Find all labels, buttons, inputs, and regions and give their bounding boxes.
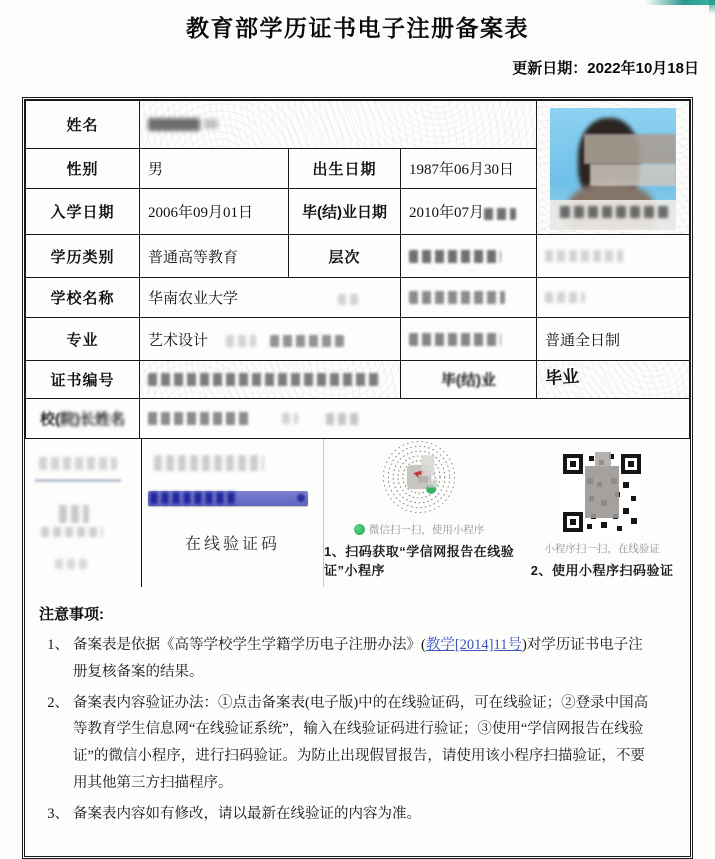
regulation-link[interactable]: 教学[2014]11号 bbox=[425, 637, 522, 653]
verification-stamp-column bbox=[25, 439, 142, 587]
note-item-2 bbox=[39, 690, 676, 797]
enroll-date-value: 2006年09月01日 bbox=[140, 189, 289, 235]
qr1-caption: 1、扫码获取“学信网报告在线验证”小程序 bbox=[324, 544, 515, 578]
table-row bbox=[26, 278, 690, 318]
study-form-value: 普通全日制 bbox=[537, 318, 690, 361]
major-value: 艺术设计 bbox=[140, 318, 401, 361]
redacted-text bbox=[409, 291, 505, 304]
gender-value: 男 bbox=[140, 148, 289, 189]
redacted-stamp-text bbox=[55, 559, 91, 569]
photo-stamp-blur bbox=[560, 206, 668, 218]
note-item-1 bbox=[39, 632, 676, 686]
wechat-scan-hint: 微信扫一扫，使用小程序 bbox=[354, 522, 485, 537]
redacted-faint-text bbox=[282, 413, 298, 424]
photo-redaction-bar bbox=[590, 164, 676, 186]
redacted-faint-text bbox=[326, 413, 360, 425]
major-row-redacted bbox=[401, 318, 537, 361]
school-row-redacted bbox=[401, 278, 537, 318]
table-row bbox=[26, 399, 690, 439]
online-code-label: 在线验证码 bbox=[184, 536, 280, 553]
right-cell-redacted bbox=[537, 235, 690, 278]
redacted-date-part bbox=[484, 208, 516, 220]
online-code-column bbox=[142, 439, 324, 587]
note-number: 3、 bbox=[47, 805, 69, 822]
page-title: 教育部学历证书电子注册备案表 bbox=[186, 15, 529, 41]
notes-section bbox=[25, 587, 690, 828]
redacted-code-text bbox=[150, 492, 236, 504]
table-row bbox=[26, 101, 690, 149]
wechat-icon bbox=[354, 524, 365, 535]
redacted-faint-text bbox=[545, 250, 623, 262]
qr2-caption: 2、使用小程序扫码验证 bbox=[530, 563, 674, 578]
corner-teal-strip bbox=[645, 0, 715, 5]
president-value-redacted bbox=[140, 399, 690, 439]
table-row bbox=[26, 361, 690, 399]
note-item-3 bbox=[39, 801, 676, 828]
photo-redaction-bar bbox=[584, 134, 676, 164]
graduate-date-value: 2010年07月 bbox=[401, 189, 537, 235]
enroll-date-label: 入学日期 bbox=[26, 189, 140, 235]
stamp-underline bbox=[35, 479, 121, 482]
update-date: 更新日期：2022年10月18日 bbox=[512, 60, 699, 77]
code-bar-dot bbox=[297, 494, 305, 502]
name-value-redacted bbox=[140, 101, 537, 149]
category-value: 普通高等教育 bbox=[140, 235, 289, 278]
wechat-miniprogram-qr-icon bbox=[372, 439, 466, 515]
gender-label: 性别 bbox=[26, 148, 140, 189]
grad-status-value: 毕业 bbox=[537, 361, 690, 399]
cert-no-label: 证书编号 bbox=[26, 361, 140, 399]
redacted-cert-no bbox=[148, 373, 380, 386]
table-row bbox=[26, 235, 690, 278]
redacted-faint-text bbox=[338, 294, 360, 305]
note-number: 2、 bbox=[47, 694, 69, 711]
school-name-label: 学校名称 bbox=[26, 278, 140, 318]
registration-info-table bbox=[25, 100, 690, 439]
qr-codes-area bbox=[324, 439, 690, 587]
miniprogram-qr-block bbox=[514, 439, 690, 587]
level-label: 层次 bbox=[289, 235, 401, 278]
redacted-text bbox=[148, 412, 252, 425]
notes-heading: 注意事项: bbox=[39, 606, 104, 623]
birth-date-label: 出生日期 bbox=[289, 148, 401, 189]
note-text: 备案表内容如有修改，请以最新在线验证的内容为准。 bbox=[73, 805, 421, 822]
id-photo-cell bbox=[537, 101, 690, 235]
redacted-stamp-text bbox=[59, 505, 89, 523]
name-label: 姓名 bbox=[26, 101, 140, 149]
document-frame bbox=[22, 97, 693, 859]
redacted-faint-text bbox=[545, 292, 585, 303]
president-label: 校(院)长姓名 bbox=[26, 399, 140, 439]
cert-no-value-redacted bbox=[140, 361, 401, 399]
major-label: 专业 bbox=[26, 318, 140, 361]
right-cell-redacted bbox=[537, 278, 690, 318]
wechat-qr-block bbox=[324, 439, 514, 587]
redacted-handwriting bbox=[154, 455, 264, 471]
level-value-redacted bbox=[401, 235, 537, 278]
school-name-value: 华南农业大学 bbox=[140, 278, 401, 318]
note-number: 1、 bbox=[47, 637, 69, 653]
note-text: 备案表内容验证办法：①点击备案表(电子版)中的在线验证码，可在线验证；②登录中国高等教育学生信息网“在线验证系统”，输入在线验证码进行验证；③使用“学信网报告在线验证”的微信小程序，进行扫码验证。为防止出现假冒报告，请使用该小程序扫描验证，不要用其他第三方扫描程序。 bbox=[73, 694, 649, 792]
graduate-date-label: 毕(结)业日期 bbox=[289, 189, 401, 235]
corner-teal-strip-edge bbox=[709, 0, 715, 14]
birth-date-value: 1987年06月30日 bbox=[401, 148, 537, 189]
redacted-stamp-text bbox=[41, 527, 103, 537]
redacted-text bbox=[270, 335, 344, 347]
note-text: 备案表是依据《高等学校学生学籍学历电子注册办法》(教学[2014]11号)对学历证书电子注册复核备案的结果。 bbox=[73, 637, 643, 680]
redacted-name bbox=[148, 118, 200, 131]
redacted-name-tail bbox=[204, 119, 218, 129]
redacted-stamp-text bbox=[39, 457, 117, 470]
qr-code-icon bbox=[561, 452, 643, 534]
verification-section bbox=[25, 439, 690, 587]
table-row bbox=[26, 318, 690, 361]
redacted-text bbox=[409, 333, 501, 346]
redacted-faint-text bbox=[226, 335, 256, 347]
online-verification-code-bar[interactable] bbox=[148, 491, 308, 506]
grad-status-label: 毕(结)业 bbox=[401, 361, 537, 399]
id-photo bbox=[550, 108, 676, 230]
redacted-level bbox=[409, 250, 501, 263]
category-label: 学历类别 bbox=[26, 235, 140, 278]
miniprogram-scan-hint: 小程序扫一扫，在线验证 bbox=[544, 543, 660, 555]
